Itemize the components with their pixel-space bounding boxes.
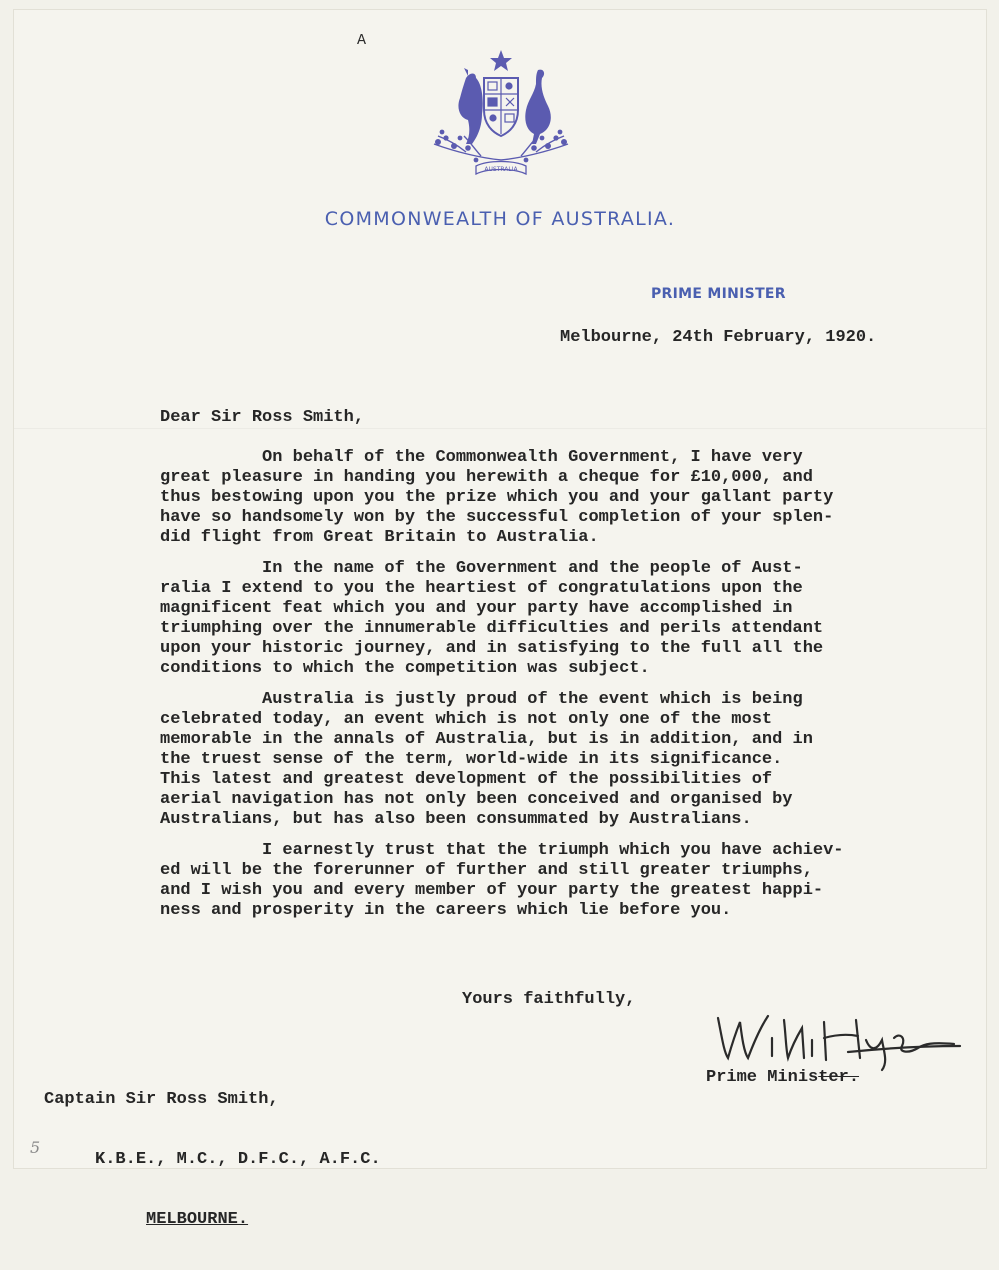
signatory-title-struck: ter. bbox=[818, 1068, 860, 1087]
recipient-honours: K.B.E., M.C., D.F.C., A.F.C. bbox=[44, 1150, 381, 1169]
margin-pencil-mark: 5 bbox=[30, 1138, 41, 1157]
letter-line: celebrated today, an event which is not only one of the most bbox=[160, 710, 773, 729]
closing: Yours faithfully, bbox=[462, 990, 636, 1009]
letter-line: This latest and greatest development of the possibilities of bbox=[160, 770, 773, 789]
recipient-address bbox=[44, 1050, 381, 1270]
date-line: Melbourne, 24th February, 1920. bbox=[560, 328, 877, 347]
coat-of-arms-crest bbox=[426, 48, 576, 180]
letter-line: Australia is justly proud of the event which is being bbox=[160, 690, 803, 709]
letter-line: On behalf of the Commonwealth Government, I have very bbox=[160, 448, 803, 467]
letter-line: Australians, but has also been consummated by Australians. bbox=[160, 810, 752, 829]
salutation: Dear Sir Ross Smith, bbox=[160, 408, 365, 427]
letter-page bbox=[14, 10, 986, 1229]
fold-crease bbox=[14, 428, 986, 429]
letter-line: have so handsomely won by the successful completion of your splen- bbox=[160, 508, 834, 527]
letter-line: memorable in the annals of Australia, but is in addition, and in bbox=[160, 730, 813, 749]
letterhead-office: PRIME MINISTER bbox=[651, 286, 786, 302]
letter-line: conditions to which the competition was subject. bbox=[160, 659, 650, 678]
letter-line: ed will be the forerunner of further and still greater triumphs, bbox=[160, 861, 813, 880]
recipient-city: MELBOURNE. bbox=[146, 1210, 249, 1229]
letter-line: the truest sense of the term, world-wide in its significance. bbox=[160, 750, 783, 769]
letter-line: upon your historic journey, and in satisfying to the full all the bbox=[160, 639, 824, 658]
letter-line: magnificent feat which you and your party have accomplished in bbox=[160, 599, 793, 618]
page-mark: A bbox=[357, 32, 367, 49]
letterhead-title: COMMONWEALTH OF AUSTRALIA. bbox=[324, 208, 676, 230]
letter-line: did flight from Great Britain to Australia. bbox=[160, 528, 599, 547]
paragraph-gap bbox=[160, 830, 844, 841]
handwritten-signature bbox=[698, 1008, 968, 1074]
letter-line: ralia I extend to you the heartiest of congratulations upon the bbox=[160, 579, 803, 598]
recipient-name: Captain Sir Ross Smith, bbox=[44, 1090, 279, 1109]
crest-scroll-text: AUSTRALIA bbox=[484, 166, 518, 173]
letter-line: and I wish you and every member of your party the greatest happi- bbox=[160, 881, 824, 900]
letter-body bbox=[160, 448, 844, 921]
letter-line: thus bestowing upon you the prize which you and your gallant party bbox=[160, 488, 834, 507]
paragraph-gap bbox=[160, 548, 844, 559]
signatory-title-main: Prime Minis bbox=[706, 1068, 819, 1087]
letter-line: In the name of the Government and the people of Aust- bbox=[160, 559, 803, 578]
recipient-city-line bbox=[44, 1210, 381, 1230]
letter-line: great pleasure in handing you herewith a cheque for £10,000, and bbox=[160, 468, 813, 487]
letter-line: I earnestly trust that the triumph which you have achiev- bbox=[160, 841, 844, 860]
signatory-title bbox=[706, 1068, 859, 1088]
paragraph-gap bbox=[160, 679, 844, 690]
letter-line: ness and prosperity in the careers which lie before you. bbox=[160, 901, 732, 920]
letter-line: triumphing over the innumerable difficulties and perils attendant bbox=[160, 619, 824, 638]
letter-line: aerial navigation has not only been conceived and organised by bbox=[160, 790, 793, 809]
